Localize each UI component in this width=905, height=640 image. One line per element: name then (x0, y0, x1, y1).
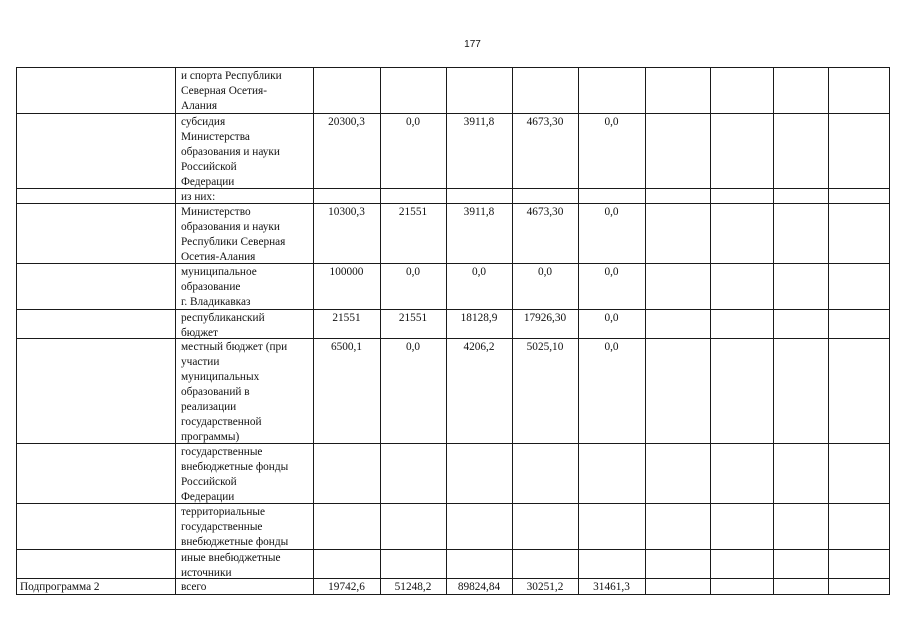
amount-cell: 6500,1 (330, 341, 363, 353)
table-row-line (16, 503, 889, 504)
amount-cell: 0,0 (604, 312, 619, 324)
amount-cell: 21551 (398, 312, 428, 324)
table-column-line (446, 67, 447, 595)
amount-cell: 19742,6 (328, 581, 365, 593)
amount-cell: 0,0 (405, 116, 421, 128)
funding-source-cell: и спорта Республики Северная Осетия- Алания (181, 70, 282, 112)
table-row-line (16, 443, 889, 444)
funding-source-cell: местный бюджет (при участии муниципальных образований в реализации государственной программы) (181, 341, 288, 443)
amount-cell: 30251,2 (526, 581, 564, 593)
table-column-line (828, 67, 829, 595)
table-row-line (16, 113, 889, 114)
table-column-line (313, 67, 314, 595)
amount-cell: 21551 (332, 312, 361, 324)
amount-cell: 10300,3 (328, 206, 365, 218)
table-row-line (16, 263, 889, 264)
amount-cell: 0,0 (604, 116, 619, 128)
amount-cell: 0,0 (604, 341, 619, 353)
amount-cell: 0,0 (537, 266, 553, 278)
amount-cell: 3911,8 (463, 116, 495, 128)
table-column-line (512, 67, 513, 595)
table-row-line (16, 203, 889, 204)
page-number: 177 (464, 39, 481, 50)
funding-source-cell: иные внебюджетные источники (181, 552, 281, 579)
amount-cell: 0,0 (604, 266, 619, 278)
table-column-line (16, 67, 17, 595)
funding-source-cell: территориальные государственные внебюджетные фонды (181, 506, 289, 548)
funding-source-cell: республиканский бюджет (181, 312, 265, 339)
amount-cell: 18128,9 (460, 312, 498, 324)
amount-cell: 17926,30 (523, 312, 567, 324)
funding-source-cell: из них: (181, 191, 216, 203)
amount-cell: 0,0 (405, 341, 421, 353)
amount-cell: 31461,3 (593, 581, 630, 593)
amount-cell: 4673,30 (526, 116, 564, 128)
amount-cell: 51248,2 (394, 581, 432, 593)
table-row-line (16, 188, 889, 189)
amount-cell: 0,0 (604, 206, 619, 218)
table-row-line (16, 578, 889, 579)
funding-source-cell: Министерство образования и науки Республики Северная Осетия-Алания (181, 206, 286, 263)
table-row-line (16, 338, 889, 339)
table-column-line (773, 67, 774, 595)
funding-source-cell: муниципальное образование г. Владикавказ (181, 266, 257, 308)
table-row-line (16, 67, 889, 68)
table-column-line (380, 67, 381, 595)
table-column-line (645, 67, 646, 595)
table-column-line (889, 67, 890, 595)
amount-cell: 5025,10 (526, 341, 564, 353)
amount-cell: 89824,84 (457, 581, 501, 593)
table-column-line (710, 67, 711, 595)
amount-cell: 20300,3 (328, 116, 365, 128)
table-row-line (16, 309, 889, 310)
funding-source-cell: субсидия Министерства образования и науки Российской Федерации (181, 116, 280, 188)
table-column-line (578, 67, 579, 595)
amount-cell: 3911,8 (463, 206, 495, 218)
amount-cell: 100000 (329, 266, 364, 278)
amount-cell: 21551 (398, 206, 428, 218)
amount-cell: 0,0 (471, 266, 487, 278)
funding-source-cell: государственные внебюджетные фонды Российской Федерации (181, 446, 289, 503)
amount-cell: 4673,30 (526, 206, 564, 218)
table-row-line (16, 549, 889, 550)
funding-source-cell: всего (181, 581, 207, 593)
amount-cell: 0,0 (405, 266, 421, 278)
amount-cell: 4206,2 (463, 341, 495, 353)
program-cell: Подпрограмма 2 (20, 581, 100, 593)
table-column-line (175, 67, 176, 595)
